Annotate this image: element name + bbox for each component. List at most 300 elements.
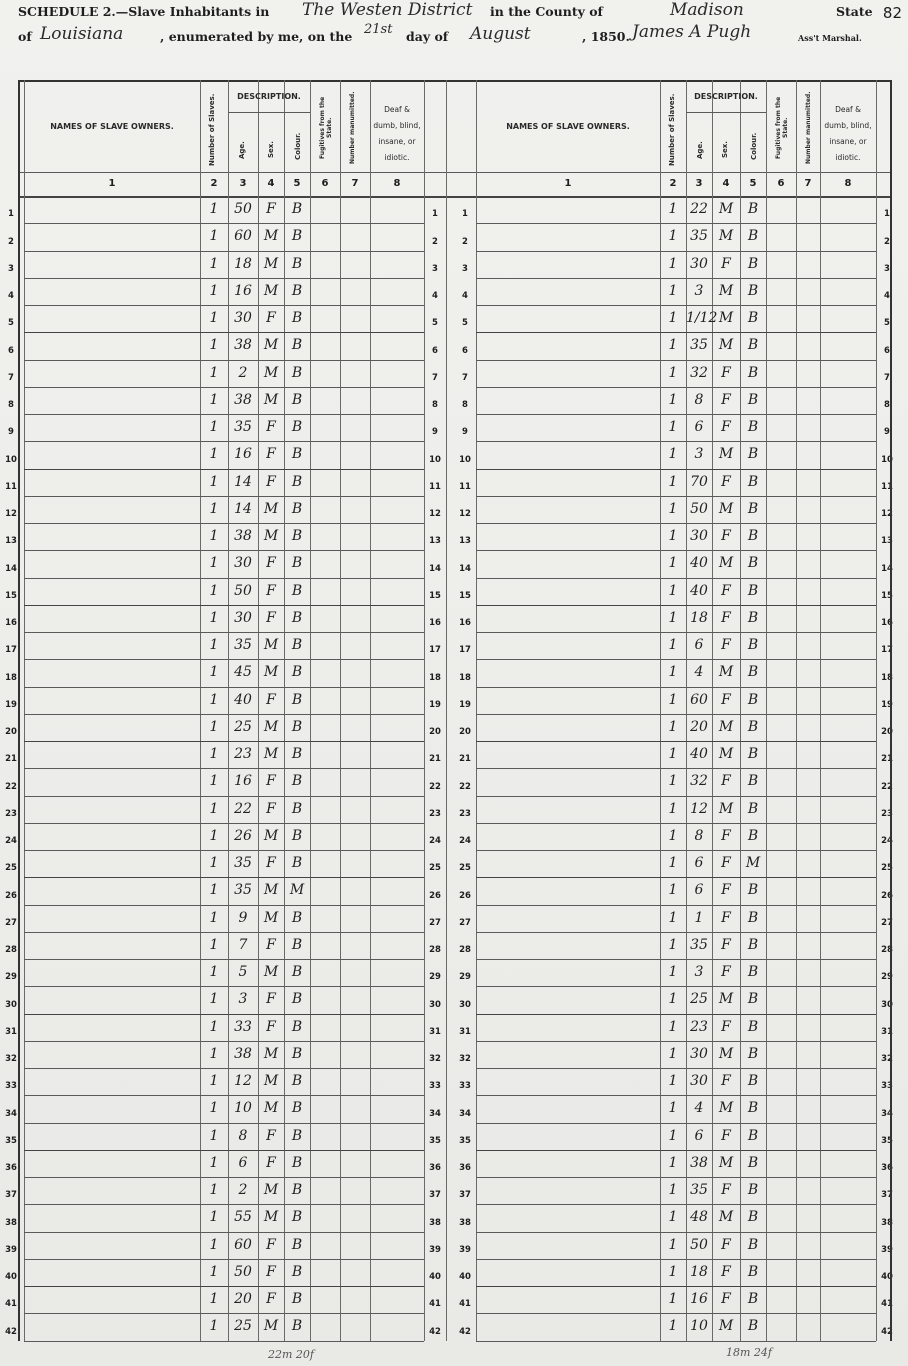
left-row-rule <box>24 223 424 224</box>
left-cell-number: 1 <box>209 691 219 708</box>
left-cell-age: 35 <box>234 637 252 653</box>
right-cell-colour: B <box>747 337 759 354</box>
left-cell-age: 38 <box>234 1045 252 1062</box>
left-row-number-right: 18 <box>429 672 441 683</box>
left-row-number-right: 11 <box>429 481 441 492</box>
left-row-number-right: 21 <box>429 754 441 765</box>
right-cell-number: 1 <box>668 1182 678 1198</box>
right-cell-sex: M <box>718 1318 734 1335</box>
left-cell-age: 14 <box>234 500 252 517</box>
left-cell-sex: F <box>266 419 276 435</box>
right-row-rule <box>476 1204 876 1205</box>
right-cell-sex: M <box>718 718 734 735</box>
right-cell-sex: M <box>718 310 734 326</box>
left-cell-number: 1 <box>209 282 219 299</box>
right-cell-sex: F <box>721 1073 731 1089</box>
right-row-number-right: 17 <box>881 645 893 656</box>
left-cell-age: 8 <box>238 1127 248 1144</box>
left-cell-colour: B <box>291 855 303 871</box>
left-cell-age: 2 <box>238 1182 248 1198</box>
right-cell-age: 40 <box>690 555 708 572</box>
right-row-number-right: 10 <box>881 454 893 465</box>
left-cell-colour: B <box>291 664 303 681</box>
right-cell-number: 1 <box>668 473 678 490</box>
table-left-border <box>18 80 20 1341</box>
right-row-rule <box>476 1232 876 1233</box>
right-cell-colour: B <box>747 419 759 435</box>
left-cell-number: 1 <box>209 1209 219 1226</box>
left-row-rule <box>24 632 424 633</box>
left-row-number-right: 37 <box>429 1190 441 1201</box>
left-cell-number: 1 <box>209 473 219 490</box>
left-cell-number: 1 <box>209 391 219 408</box>
right-cell-number: 1 <box>668 718 678 735</box>
left-cell-age: 18 <box>234 255 252 272</box>
left-cell-number: 1 <box>209 773 219 790</box>
left-row-number-right: 16 <box>429 618 441 628</box>
left-row-number-left: 37 <box>5 1190 17 1201</box>
right-row-number-left: 40 <box>459 1272 471 1282</box>
left-cell-age: 5 <box>238 964 248 980</box>
right-row-rule <box>476 768 876 769</box>
left-cell-age: 22 <box>234 800 252 817</box>
right-cell-colour: B <box>747 1236 759 1253</box>
left-cell-number: 1 <box>209 1236 219 1253</box>
right-cell-number: 1 <box>668 528 678 544</box>
left-cell-number: 1 <box>209 991 219 1008</box>
right-row-number-left: 19 <box>459 699 471 710</box>
left-row-rule <box>24 823 424 824</box>
left-row-rule <box>24 1123 424 1124</box>
left-cell-age: 7 <box>238 936 248 953</box>
left-cell-sex: F <box>266 1018 276 1035</box>
left-cell-colour: B <box>291 637 303 653</box>
left-cell-number: 1 <box>209 1263 219 1280</box>
right-row-number-left: 11 <box>459 481 471 492</box>
left-cell-sex: M <box>263 228 279 245</box>
right-header-manumitted: Number manumitted. <box>805 91 812 165</box>
right-row-rule <box>476 441 876 442</box>
county-label: in the County of <box>490 4 603 19</box>
right-cell-sex: M <box>718 446 734 463</box>
left-cell-sex: F <box>266 800 276 817</box>
right-row-number-right: 6 <box>884 345 890 356</box>
left-row-number-right: 25 <box>429 863 441 874</box>
right-row-number-left: 20 <box>459 727 471 737</box>
right-row-number-left: 31 <box>459 1026 471 1037</box>
left-row-number-right: 22 <box>429 781 441 792</box>
right-header-names: NAMES OF SLAVE OWNERS. <box>506 122 630 131</box>
right-row-rule <box>476 1123 876 1124</box>
left-cell-colour: B <box>291 746 303 762</box>
left-row-rule <box>24 496 424 497</box>
left-cell-age: 40 <box>234 691 252 708</box>
right-row-rule <box>476 1341 876 1342</box>
left-cell-number: 1 <box>209 364 219 381</box>
right-row-number-left: 24 <box>459 836 471 846</box>
left-cell-age: 55 <box>234 1209 252 1226</box>
left-cell-colour: B <box>291 255 303 272</box>
left-cell-colour: B <box>291 473 303 490</box>
left-cell-age: 30 <box>234 310 252 326</box>
left-cell-sex: F <box>266 773 276 790</box>
left-row-number-left: 20 <box>5 727 17 737</box>
left-cell-colour: B <box>291 282 303 299</box>
left-cell-sex: M <box>263 827 279 844</box>
right-cell-age: 16 <box>690 1291 708 1307</box>
left-row-number-left: 28 <box>5 945 17 955</box>
right-cell-sex: F <box>721 882 731 899</box>
left-row-rule <box>24 1259 424 1260</box>
left-cell-sex: M <box>263 1318 279 1335</box>
right-row-number-right: 3 <box>884 263 890 274</box>
left-tally: 22m 20f <box>268 1348 314 1361</box>
left-cell-colour: B <box>291 1291 303 1307</box>
left-cell-colour: B <box>291 1127 303 1144</box>
right-row-number-right: 37 <box>881 1190 893 1201</box>
right-cell-number: 1 <box>668 228 678 245</box>
right-cell-age: 18 <box>690 1263 708 1280</box>
right-row-number-right: 27 <box>881 917 893 928</box>
right-cell-colour: B <box>747 201 759 217</box>
district-value: The Westen District <box>302 0 473 20</box>
right-cell-age: 30 <box>690 528 708 544</box>
right-cell-colour: B <box>747 691 759 708</box>
left-column-number-4: 4 <box>267 178 275 189</box>
right-cell-sex: F <box>721 364 731 381</box>
left-row-number-right: 26 <box>429 890 441 901</box>
left-cell-sex: M <box>263 964 279 980</box>
left-row-rule <box>24 714 424 715</box>
right-cell-colour: B <box>747 1209 759 1226</box>
left-cell-number: 1 <box>209 1318 219 1335</box>
right-row-number-left: 2 <box>462 236 468 247</box>
left-cell-colour: B <box>291 1318 303 1335</box>
left-cell-number: 1 <box>209 882 219 899</box>
left-row-rule <box>24 305 424 306</box>
right-row-rule <box>476 1286 876 1287</box>
left-row-number-left: 35 <box>5 1135 17 1146</box>
left-row-number-right: 24 <box>429 836 441 846</box>
right-cell-sex: F <box>721 582 731 599</box>
right-cell-number: 1 <box>668 1018 678 1035</box>
state-label: State <box>836 4 873 19</box>
left-cell-age: 9 <box>238 909 248 926</box>
left-cell-colour: B <box>291 228 303 245</box>
right-cell-age: 3 <box>694 446 704 463</box>
right-cell-sex: F <box>721 473 731 490</box>
right-cell-sex: M <box>718 201 734 217</box>
right-row-rule <box>476 659 876 660</box>
right-cell-sex: F <box>721 255 731 272</box>
right-row-number-right: 38 <box>881 1217 893 1228</box>
left-cell-number: 1 <box>209 446 219 463</box>
right-row-number-right: 18 <box>881 672 893 683</box>
left-cell-number: 1 <box>209 1018 219 1035</box>
right-cell-age: 20 <box>690 718 708 735</box>
left-column-number-5: 5 <box>293 178 301 189</box>
right-cell-sex: F <box>721 1127 731 1144</box>
left-cell-sex: F <box>266 310 276 326</box>
right-row-rule <box>476 1177 876 1178</box>
right-row-number-left: 9 <box>462 427 468 438</box>
left-row-number-right: 9 <box>432 427 438 438</box>
right-cell-sex: F <box>721 773 731 790</box>
left-cell-number: 1 <box>209 855 219 871</box>
right-row-number-left: 36 <box>459 1163 471 1173</box>
right-row-number-left: 13 <box>459 536 471 547</box>
right-row-number-right: 29 <box>881 972 893 983</box>
left-row-number-left: 42 <box>5 1326 17 1337</box>
left-cell-sex: M <box>263 255 279 272</box>
right-cell-colour: B <box>747 228 759 245</box>
left-cell-age: 60 <box>234 228 252 245</box>
left-row-rule <box>24 469 424 470</box>
left-cell-age: 6 <box>238 1154 248 1171</box>
left-cell-sex: M <box>263 746 279 762</box>
right-cell-age: 35 <box>690 936 708 953</box>
right-row-number-left: 34 <box>459 1108 471 1119</box>
left-row-number-right: 42 <box>429 1326 441 1337</box>
left-row-rule <box>24 360 424 361</box>
right-tally: 18m 24f <box>726 1346 772 1359</box>
left-row-number-left: 17 <box>5 645 17 656</box>
county-value: Madison <box>670 0 744 20</box>
right-row-number-right: 1 <box>884 209 890 220</box>
right-row-rule <box>476 305 876 306</box>
left-column-number-6: 6 <box>321 178 329 189</box>
left-row-number-right: 29 <box>429 972 441 983</box>
left-cell-colour: B <box>291 419 303 435</box>
right-cell-sex: M <box>718 746 734 762</box>
right-cell-number: 1 <box>668 691 678 708</box>
right-row-number-left: 18 <box>459 672 471 683</box>
right-column-number-7: 7 <box>804 178 812 189</box>
left-row-rule <box>24 687 424 688</box>
enumerated-label: , enumerated by me, on the <box>160 29 353 44</box>
left-header-sex: Sex. <box>267 141 275 159</box>
left-row-number-left: 1 <box>8 209 14 220</box>
right-row-number-right: 24 <box>881 836 893 846</box>
schedule-label: SCHEDULE 2. <box>18 4 116 19</box>
left-cell-colour: B <box>291 1209 303 1226</box>
right-row-rule <box>476 1259 876 1260</box>
right-cell-number: 1 <box>668 555 678 572</box>
left-cell-colour: B <box>291 391 303 408</box>
left-cell-colour: B <box>291 1263 303 1280</box>
right-cell-age: 22 <box>690 201 708 217</box>
right-row-number-right: 25 <box>881 863 893 874</box>
right-column-number-1: 1 <box>564 178 572 189</box>
right-row-number-left: 16 <box>459 618 471 628</box>
right-cell-sex: M <box>718 1209 734 1226</box>
right-row-number-right: 2 <box>884 236 890 247</box>
right-cell-sex: F <box>721 391 731 408</box>
left-cell-sex: M <box>263 500 279 517</box>
left-cell-number: 1 <box>209 228 219 245</box>
left-cell-sex: F <box>266 855 276 871</box>
right-row-number-left: 41 <box>459 1299 471 1310</box>
left-column-number-1: 1 <box>108 178 116 189</box>
right-cell-number: 1 <box>668 364 678 381</box>
left-cell-age: 25 <box>234 718 252 735</box>
right-cell-age: 60 <box>690 691 708 708</box>
left-cell-sex: F <box>266 555 276 572</box>
right-cell-sex: M <box>718 1154 734 1171</box>
right-row-rule <box>476 687 876 688</box>
right-cell-colour: B <box>747 310 759 326</box>
left-row-number-left: 15 <box>5 590 17 601</box>
right-row-rule <box>476 387 876 388</box>
right-cell-age: 30 <box>690 1073 708 1089</box>
left-cell-number: 1 <box>209 1291 219 1307</box>
left-cell-colour: B <box>291 964 303 980</box>
right-cell-colour: B <box>747 582 759 599</box>
right-cell-sex: M <box>718 282 734 299</box>
left-row-number-left: 36 <box>5 1163 17 1173</box>
right-row-rule <box>476 1068 876 1069</box>
right-row-number-right: 28 <box>881 945 893 955</box>
right-cell-sex: F <box>721 609 731 626</box>
left-cell-colour: B <box>291 773 303 790</box>
right-cell-age: 40 <box>690 746 708 762</box>
left-row-rule <box>24 414 424 415</box>
left-row-number-left: 19 <box>5 699 17 710</box>
right-column-number-2: 2 <box>669 178 677 189</box>
right-cell-number: 1 <box>668 855 678 871</box>
left-cell-age: 45 <box>234 664 252 681</box>
right-cell-age: 8 <box>694 827 704 844</box>
right-cell-number: 1 <box>668 337 678 354</box>
left-cell-number: 1 <box>209 637 219 653</box>
left-cell-sex: M <box>263 664 279 681</box>
right-header-description: DESCRIPTION. <box>694 92 758 101</box>
left-cell-sex: M <box>263 1209 279 1226</box>
right-cell-age: 30 <box>690 255 708 272</box>
left-cell-number: 1 <box>209 746 219 762</box>
right-cell-sex: F <box>721 1236 731 1253</box>
left-cell-number: 1 <box>209 1100 219 1117</box>
right-cell-sex: F <box>721 1263 731 1280</box>
left-row-number-right: 31 <box>429 1026 441 1037</box>
right-cell-colour: M <box>745 855 761 871</box>
right-row-number-right: 9 <box>884 427 890 438</box>
right-row-number-left: 28 <box>459 945 471 955</box>
left-row-rule <box>24 1068 424 1069</box>
left-row-number-right: 19 <box>429 699 441 710</box>
left-row-number-left: 40 <box>5 1272 17 1282</box>
left-cell-number: 1 <box>209 718 219 735</box>
marshal-label: Ass't Marshal. <box>798 33 862 43</box>
right-column-number-3: 3 <box>695 178 703 189</box>
right-cell-age: 6 <box>694 419 704 435</box>
right-row-number-right: 11 <box>881 481 893 492</box>
left-row-number-right: 6 <box>432 345 438 356</box>
right-cell-colour: B <box>747 391 759 408</box>
left-cell-sex: F <box>266 1263 276 1280</box>
right-cell-colour: B <box>747 1263 759 1280</box>
left-cell-age: 12 <box>234 1073 252 1089</box>
right-row-rule <box>476 605 876 606</box>
right-cell-number: 1 <box>668 1073 678 1089</box>
right-cell-colour: B <box>747 1127 759 1144</box>
left-row-number-left: 23 <box>5 808 17 819</box>
left-cell-colour: B <box>291 991 303 1008</box>
left-row-number-left: 11 <box>5 481 17 492</box>
right-row-rule <box>476 959 876 960</box>
left-cell-number: 1 <box>209 419 219 435</box>
right-cell-colour: B <box>747 909 759 926</box>
right-cell-number: 1 <box>668 310 678 326</box>
left-cell-age: 14 <box>234 473 252 490</box>
left-cell-colour: B <box>291 555 303 572</box>
right-cell-age: 1 <box>694 909 704 926</box>
right-cell-colour: B <box>747 1291 759 1307</box>
right-cell-sex: F <box>721 528 731 544</box>
right-row-rule <box>476 714 876 715</box>
right-cell-age: 50 <box>690 1236 708 1253</box>
number-row-border <box>18 196 890 198</box>
right-cell-sex: M <box>718 228 734 245</box>
left-row-number-left: 5 <box>8 318 14 329</box>
left-cell-number: 1 <box>209 1182 219 1198</box>
left-row-rule <box>24 578 424 579</box>
right-row-rule <box>476 360 876 361</box>
right-row-number-left: 35 <box>459 1135 471 1146</box>
right-cell-colour: B <box>747 936 759 953</box>
left-row-number-right: 27 <box>429 917 441 928</box>
right-cell-age: 8 <box>694 391 704 408</box>
right-cell-sex: M <box>718 337 734 354</box>
left-column-number-3: 3 <box>239 178 247 189</box>
left-row-rule <box>24 1341 424 1342</box>
left-row-rule <box>24 850 424 851</box>
right-cell-number: 1 <box>668 500 678 517</box>
left-row-number-left: 8 <box>8 400 14 410</box>
right-cell-sex: F <box>721 1182 731 1198</box>
right-row-rule <box>476 414 876 415</box>
left-cell-colour: B <box>291 201 303 217</box>
left-row-number-left: 7 <box>8 372 14 383</box>
right-cell-sex: F <box>721 964 731 980</box>
right-row-number-right: 26 <box>881 890 893 901</box>
left-cell-sex: M <box>263 337 279 354</box>
left-cell-colour: B <box>291 1182 303 1198</box>
left-cell-colour: B <box>291 936 303 953</box>
right-row-rule <box>476 905 876 906</box>
right-row-number-right: 23 <box>881 808 893 819</box>
right-row-number-right: 30 <box>881 999 893 1010</box>
right-row-rule <box>476 578 876 579</box>
right-cell-colour: B <box>747 1100 759 1117</box>
right-row-number-right: 36 <box>881 1163 893 1173</box>
left-cell-sex: M <box>263 1073 279 1089</box>
right-row-number-left: 23 <box>459 808 471 819</box>
day-value: 21st <box>364 22 393 37</box>
right-cell-colour: B <box>747 773 759 790</box>
left-row-number-left: 38 <box>5 1217 17 1228</box>
right-row-number-left: 8 <box>462 400 468 410</box>
right-cell-colour: B <box>747 364 759 381</box>
left-cell-number: 1 <box>209 800 219 817</box>
left-row-number-left: 6 <box>8 345 14 356</box>
right-cell-number: 1 <box>668 1154 678 1171</box>
left-cell-age: 35 <box>234 882 252 899</box>
right-cell-age: 10 <box>690 1318 708 1335</box>
right-cell-number: 1 <box>668 773 678 790</box>
left-row-number-left: 30 <box>5 999 17 1010</box>
right-row-number-left: 10 <box>459 454 471 465</box>
